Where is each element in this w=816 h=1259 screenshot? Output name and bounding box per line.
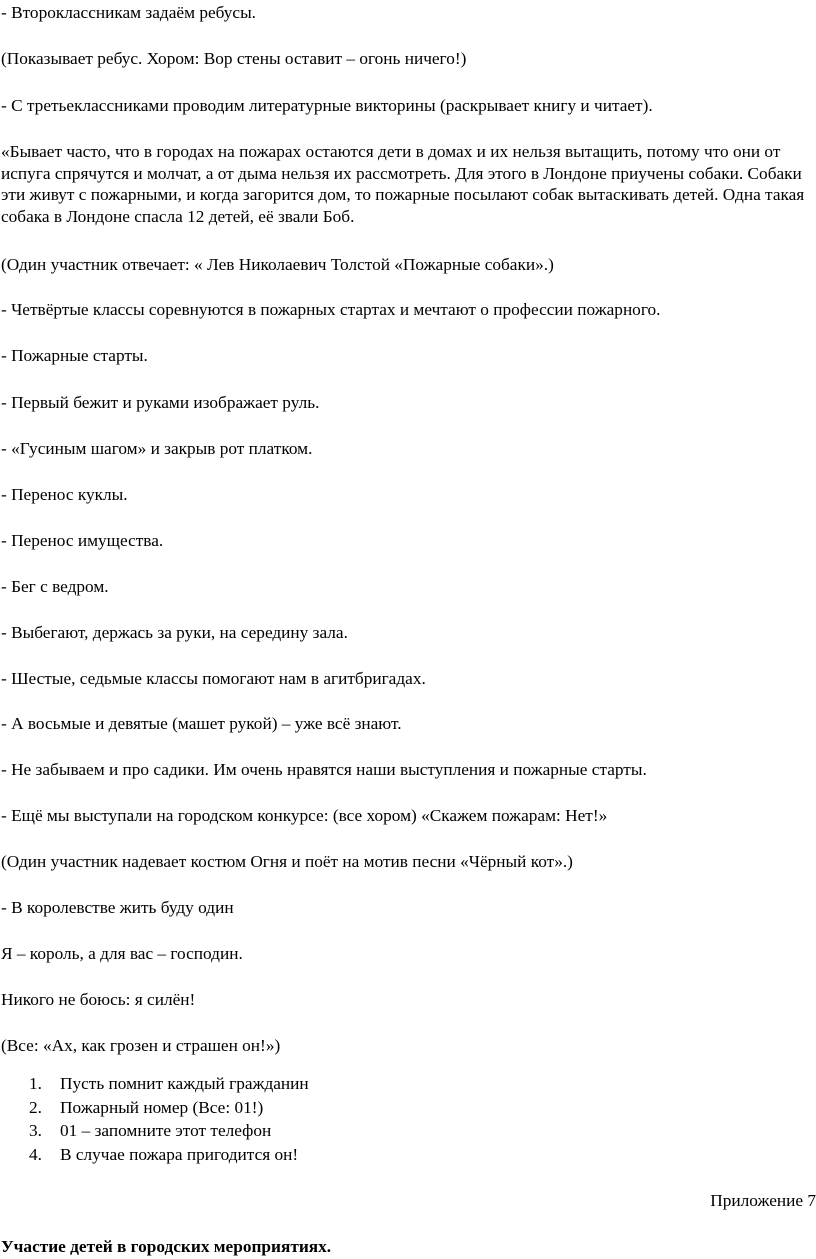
paragraph: (Все: «Ах, как грозен и страшен он!») bbox=[1, 1036, 281, 1055]
list-item-number: 2. bbox=[29, 1097, 42, 1117]
paragraph: - А восьмые и девятые (машет рукой) – уже всё знают. bbox=[1, 714, 402, 733]
paragraph: - Бег с ведром. bbox=[1, 577, 109, 596]
paragraph: - Выбегают, держась за руки, на середину зала. bbox=[1, 623, 348, 642]
list-item bbox=[0, 1096, 309, 1120]
song-numbered-list bbox=[0, 1072, 309, 1166]
appendix-label: Приложение 7 bbox=[710, 1191, 816, 1210]
list-item bbox=[0, 1143, 309, 1167]
section-heading: Участие детей в городских мероприятиях. bbox=[1, 1237, 332, 1256]
paragraph: (Один участник надевает костюм Огня и поёт на мотив песни «Чёрный кот».) bbox=[1, 852, 573, 871]
paragraph: - Перенос куклы. bbox=[1, 485, 128, 504]
list-item-number: 1. bbox=[29, 1074, 42, 1093]
list-item-text: В случае пожара пригодится он! bbox=[60, 1144, 299, 1164]
paragraph: - С третьеклассниками проводим литературные викторины (раскрывает книгу и читает). bbox=[1, 96, 653, 115]
paragraph: (Один участник отвечает: « Лев Николаевич Толстой «Пожарные собаки».) bbox=[1, 255, 554, 274]
list-item-text: 01 – запомните этот телефон bbox=[60, 1121, 272, 1141]
list-item-text: Пусть помнит каждый гражданин bbox=[60, 1074, 309, 1093]
list-item bbox=[0, 1119, 309, 1143]
paragraph: - Второклассникам задаём ребусы. bbox=[1, 3, 257, 22]
song-line: Никого не боюсь: я силён! bbox=[1, 990, 196, 1009]
paragraph-quote: «Бывает часто, что в городах на пожарах остаются дети в домах и их нельзя вытащить, потому что они от испуга спрячутся и молчат, а от дыма нельзя их рассмотреть. Для этого в Лондоне приучены собаки. Собаки эти живут с пожарными, и когда загорится дом, то пожарные посылают собак вытаскивать детей. Одна такая собака в Лондоне спасла 12 детей, её звали Боб. bbox=[1, 142, 805, 226]
song-line: Я – король, а для вас – господин. bbox=[1, 944, 243, 963]
list-item-number: 3. bbox=[29, 1121, 42, 1141]
paragraph: - Шестые, седьмые классы помогают нам в агитбригадах. bbox=[1, 669, 426, 688]
list-item-number: 4. bbox=[29, 1144, 42, 1164]
paragraph: (Показывает ребус. Хором: Вор стены оставит – огонь ничего!) bbox=[1, 49, 467, 68]
paragraph: - Не забываем и про садики. Им очень нравятся наши выступления и пожарные старты. bbox=[1, 760, 647, 779]
paragraph: - Перенос имущества. bbox=[1, 531, 164, 550]
paragraph: - «Гусиным шагом» и закрыв рот платком. bbox=[1, 439, 313, 458]
paragraph: - Пожарные старты. bbox=[1, 346, 148, 365]
paragraph: - Ещё мы выступали на городском конкурсе: (все хором) «Скажем пожарам: Нет!» bbox=[1, 806, 608, 825]
song-line: - В королевстве жить буду один bbox=[1, 898, 234, 917]
paragraph: - Первый бежит и руками изображает руль. bbox=[1, 393, 320, 412]
paragraph: - Четвёртые классы соревнуются в пожарных стартах и мечтают о профессии пожарного. bbox=[1, 300, 661, 319]
list-item-text: Пожарный номер (Все: 01!) bbox=[60, 1097, 264, 1117]
list-item bbox=[0, 1072, 309, 1096]
